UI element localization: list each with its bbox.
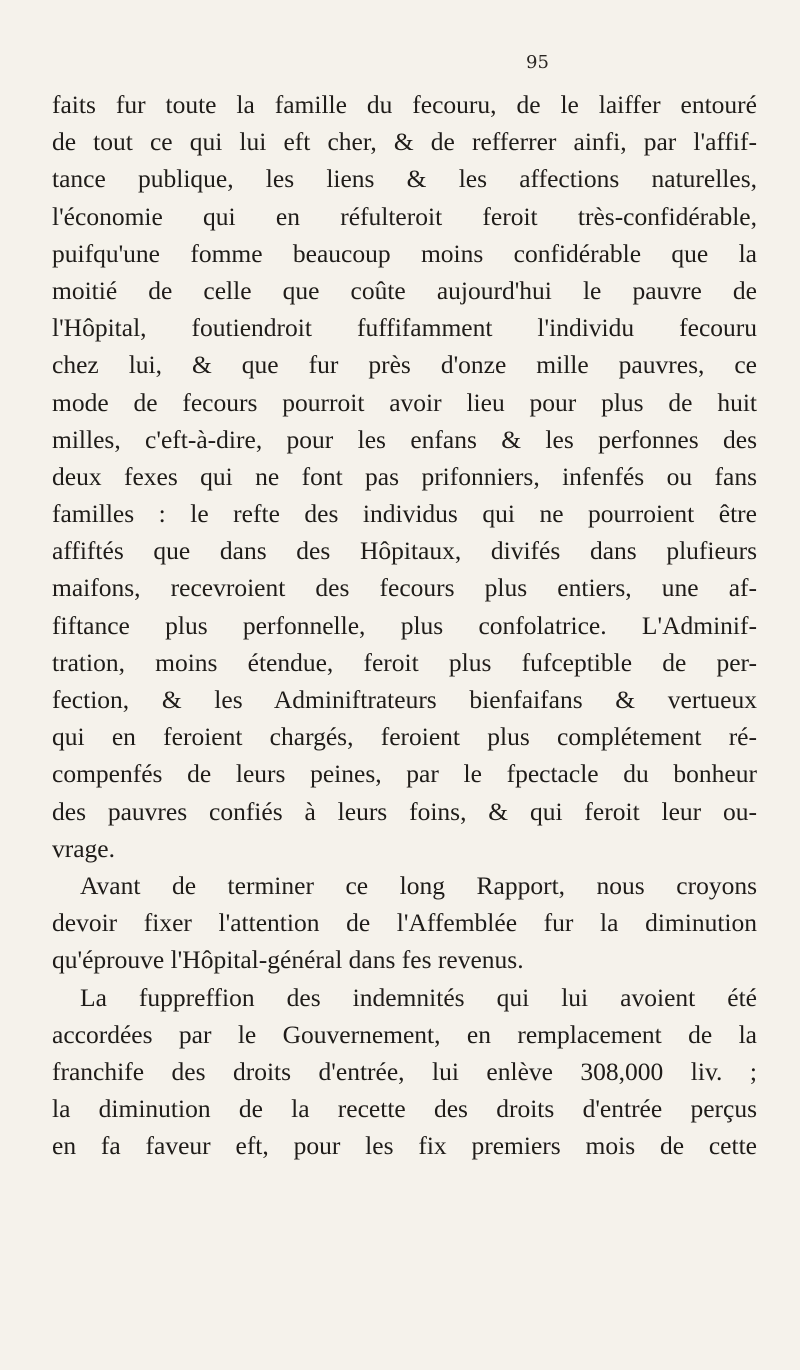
- text-line: vrage.: [52, 833, 116, 863]
- text-line: l'Hôpital, foutiendroit fuffifamment l'individu fecouru: [52, 313, 757, 343]
- text-line: la diminution de la recette des droits d'entrée perçus: [52, 1094, 757, 1124]
- text-line: chez lui, & que fur près d'onze mille pauvres, ce: [52, 350, 757, 380]
- text-line: maifons, recevroient des fecours plus entiers, une af-: [52, 573, 757, 603]
- text-line: compenfés de leurs peines, par le fpectacle du bonheur: [52, 759, 757, 789]
- text-line: accordées par le Gouvernement, en remplacement de la: [52, 1019, 757, 1049]
- text-line: qu'éprouve l'Hôpital-général dans fes revenus.: [52, 945, 524, 975]
- text-line: La fuppreffion des indemnités qui lui avoient été: [80, 982, 757, 1012]
- text-line: fiftance plus perfonnelle, plus confolatrice. L'Adminif-: [52, 610, 757, 640]
- text-line: fection, & les Adminiftrateurs bienfaifans & vertueux: [52, 685, 757, 714]
- text-line: de tout ce qui lui eft cher, & de refferrer ainfi, par l'affif-: [52, 127, 757, 157]
- text-line: qui en feroient chargés, feroient plus complétement ré-: [52, 722, 757, 752]
- text-line: tance publique, les liens & les affections naturelles,: [52, 164, 757, 194]
- text-line: faits fur toute la famille du fecouru, de le laiffer entouré: [52, 90, 757, 119]
- text-line: puifqu'une fomme beaucoup moins confidérable que la: [52, 238, 757, 268]
- text-line: des pauvres confiés à leurs foins, & qui feroit leur ou-: [52, 796, 757, 826]
- text-line: tration, moins étendue, feroit plus fufceptible de per-: [52, 647, 757, 677]
- text-line: milles, c'eft-à-dire, pour les enfans & les perfonnes des: [52, 424, 757, 454]
- text-line: en fa faveur eft, pour les fix premiers mois de cette: [52, 1131, 757, 1161]
- text-line: l'économie qui en réfulteroit feroit très-confidérable,: [52, 201, 757, 231]
- page-number: 95: [526, 52, 549, 73]
- text-line: devoir fixer l'attention de l'Affemblée fur la diminution: [52, 908, 757, 938]
- body-text: [52, 86, 757, 1164]
- text-line: familles : le refte des individus qui ne pourroient être: [52, 499, 757, 529]
- text-line: mode de fecours pourroit avoir lieu pour plus de huit: [52, 387, 757, 417]
- text-line: affiftés que dans des Hôpitaux, divifés dans plufieurs: [52, 536, 757, 566]
- text-line: franchife des droits d'entrée, lui enlève 308,000 liv. ;: [52, 1056, 757, 1086]
- text-line: Avant de terminer ce long Rapport, nous croyons: [80, 870, 757, 900]
- text-line: deux fexes qui ne font pas prifonniers, infenfés ou fans: [52, 461, 757, 491]
- text-line: moitié de celle que coûte aujourd'hui le pauvre de: [52, 275, 757, 305]
